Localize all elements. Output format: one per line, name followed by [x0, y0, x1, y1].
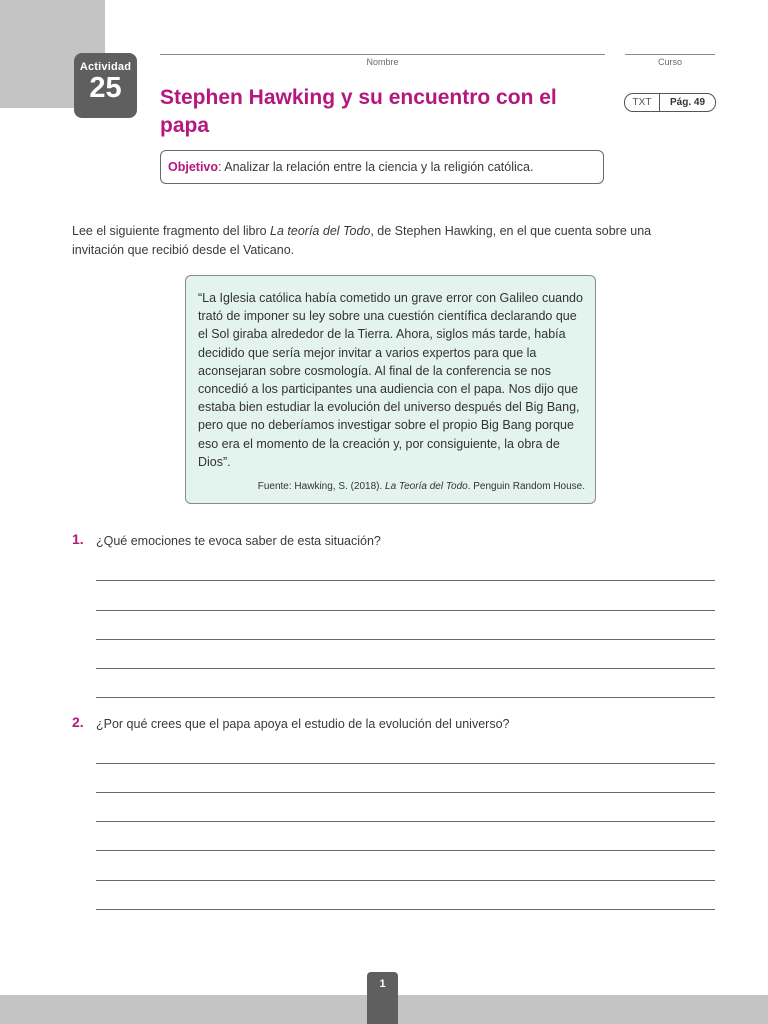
objective-text: : Analizar la relación entre la ciencia y la religión católica. — [218, 160, 534, 174]
quote-text: “La Iglesia católica había cometido un grave error con Galileo cuando trató de imponer su ley sobre una cuestión científica declarando que el Sol giraba alrededor de la Tierra. Ahora, siglos más tarde, había decidido que sería mejor invitar a varios expertos para que la aconsejaran sobre cosmología. Al final de la conferencia se nos concedió a los participantes una audiencia con el papa. Nos dijo que estaba bien estudiar la evolución del universo después del Big Bang, pero que no deberíamos investigar sobre el propio Big Bang porque eso era el momento de la creación y, por consiguiente, la obra de Dios”. — [198, 291, 583, 469]
objective-box — [160, 150, 604, 184]
activity-badge — [74, 53, 137, 118]
source-title: La Teoría del Todo — [385, 481, 468, 492]
objective-key: Objetivo — [168, 160, 219, 174]
answer-2-line[interactable] — [96, 763, 715, 764]
txt-tag-label: TXT — [625, 94, 660, 111]
source-publisher: . Penguin Random House. — [467, 481, 585, 492]
answer-1-line[interactable] — [96, 580, 715, 581]
answer-2-line[interactable] — [96, 792, 715, 793]
answer-1-line[interactable] — [96, 639, 715, 640]
source-label: Fuente: — [257, 481, 292, 492]
intro-paragraph — [72, 222, 702, 260]
activity-number: 25 — [89, 72, 122, 104]
activity-label: Actividad — [79, 61, 132, 73]
answer-1-line[interactable] — [96, 697, 715, 698]
answer-2-line[interactable] — [96, 850, 715, 851]
page-reference: Pág. 49 — [669, 97, 706, 108]
question-1-number: 1. — [72, 531, 84, 547]
question-1-text: ¿Qué emociones te evoca saber de esta situación? — [96, 534, 381, 548]
quote-box — [185, 275, 596, 504]
answer-1-line[interactable] — [96, 668, 715, 669]
answer-2-line[interactable] — [96, 880, 715, 881]
answer-2-line[interactable] — [96, 909, 715, 910]
answer-1-line[interactable] — [96, 610, 715, 611]
course-field-line[interactable] — [625, 54, 715, 55]
book-title: La teoría del Todo — [270, 224, 371, 238]
question-2-text: ¿Por qué crees que el papa apoya el estudio de la evolución del universo? — [96, 717, 510, 731]
intro-after: , de Stephen Hawking, en el que cuenta sobre una invitación que recibió desde el Vaticano. — [72, 224, 652, 257]
intro-before: Lee el siguiente fragmento del libro — [72, 224, 271, 238]
page-title: Stephen Hawking y su encuentro con el papa — [160, 86, 557, 137]
name-label: Nombre — [366, 57, 399, 67]
textbook-reference — [624, 93, 716, 112]
source-author: Hawking, S. (2018). — [291, 481, 386, 492]
question-2-number: 2. — [72, 714, 84, 730]
course-label: Curso — [657, 57, 682, 67]
answer-2-line[interactable] — [96, 821, 715, 822]
page-number: 1 — [367, 972, 398, 1024]
name-field-line[interactable] — [160, 54, 605, 55]
quote-source — [258, 481, 585, 492]
